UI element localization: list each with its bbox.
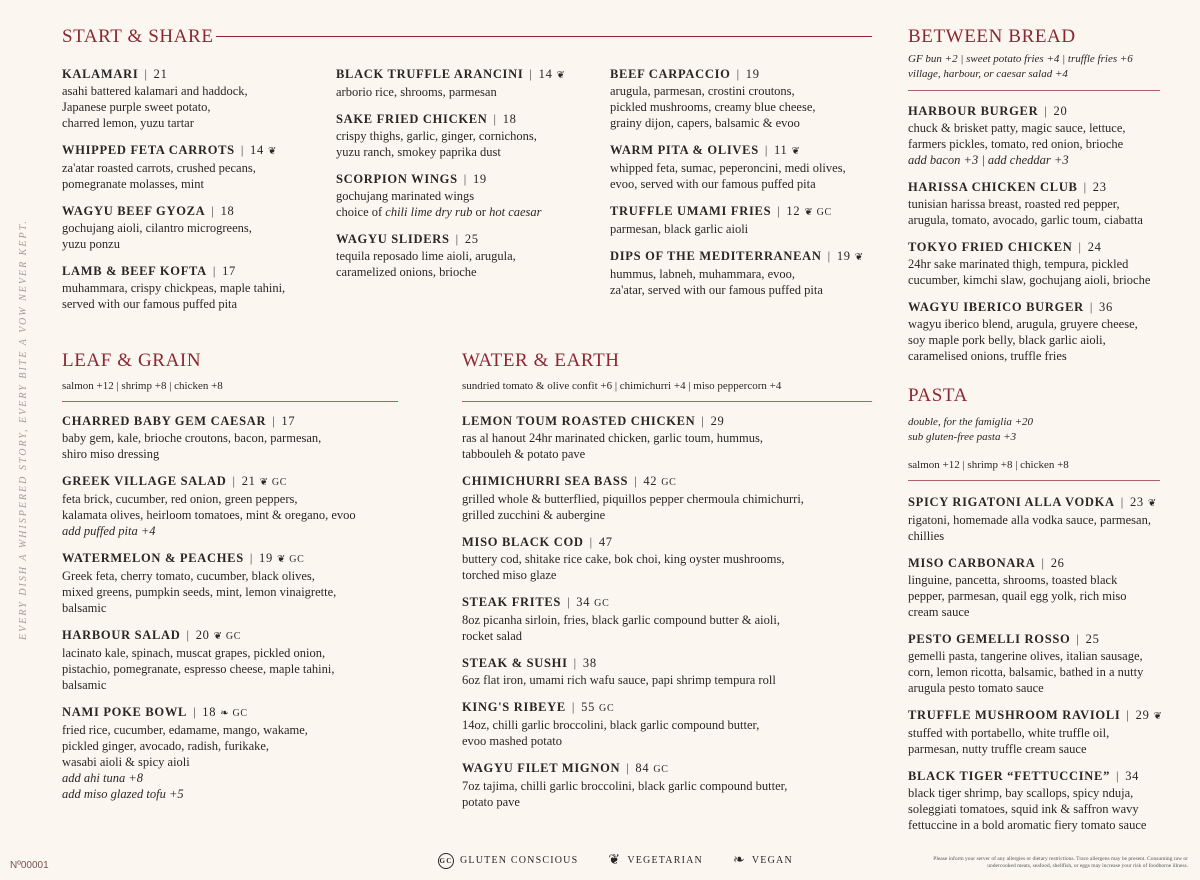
menu-item-description: grilled whole & butterflied, piquillos pepper chermoula chimichurri, [462,492,804,506]
menu-item-price: 12 [786,204,801,218]
between-bread-addons [908,52,1188,82]
menu-item-price: 11 [774,143,788,157]
menu-item-name: KALAMARI [62,67,139,81]
dietary-icons: ❦ [1147,498,1157,509]
menu-item-description: za'atar, served with our famous puffed pita [610,283,823,297]
menu-item-description: hummus, labneh, muhammara, evoo, [610,267,796,281]
price-separator: | [1126,708,1130,722]
menu-item-header [462,534,882,551]
price-separator: | [626,761,630,775]
menu-item-header [908,103,1188,120]
menu-item-description: cream sauce [908,605,970,619]
menu-item-name: WAGYU IBERICO BURGER [908,300,1084,314]
price-separator: | [232,474,236,488]
menu-item-price: 29 [710,414,725,428]
pasta-list [908,494,1193,844]
price-separator: | [1083,180,1087,194]
menu-item-price: 55 [581,700,596,714]
menu-item-description: feta brick, cucumber, red onion, green peppers, [62,492,298,506]
price-separator: | [272,414,276,428]
menu-item [62,627,412,693]
price-separator: | [1041,556,1045,570]
menu-item-description: linguine, pancetta, shrooms, toasted black [908,573,1118,587]
menu-item-name: GREEK VILLAGE SALAD [62,474,227,488]
menu-item-description: caramelized onions, brioche [336,265,477,279]
menu-item-price: 14 [250,143,264,157]
menu-item [62,263,327,312]
menu-item [908,103,1188,168]
price-separator: | [736,67,740,81]
leaf-grain-addons: salmon +12 | shrimp +8 | chicken +8 [62,380,223,392]
menu-item [462,760,882,810]
leaf-grain-list [62,413,412,813]
menu-item-description: tabbouleh & potato pave [462,447,586,461]
dietary-icons: ❦ GC [276,554,305,565]
section-rule [62,401,398,402]
menu-item-description: kalamata olives, heirloom tomatoes, mint & oregano, evoo [62,508,356,522]
menu-item-description: arborio rice, shrooms, parmesan [336,85,497,99]
menu-item-name: STEAK FRITES [462,595,562,609]
menu-item-header [610,66,875,83]
menu-item-name: MISO CARBONARA [908,556,1036,570]
menu-item-name: KING'S RIBEYE [462,700,566,714]
dietary-icons: GC [661,477,677,488]
menu-item-description: wagyu iberico blend, arugula, gruyere cheese, [908,317,1138,331]
price-separator: | [463,172,467,186]
addon-line: GF bun +2 | sweet potato fries +4 | truffle fries +6 [908,53,1133,65]
menu-item-price: 19 [745,67,760,81]
menu-item-name: WAGYU BEEF GYOZA [62,204,206,218]
section-title-leaf-grain: LEAF & GRAIN [62,350,202,371]
price-separator: | [573,656,577,670]
menu-item-description: shiro miso dressing [62,447,160,461]
menu-item-header [336,171,601,188]
menu-item-header [462,473,882,491]
menu-item-name: TRUFFLE UMAMI FRIES [610,204,772,218]
menu-item-description: rocket salad [462,629,523,643]
menu-item-description: 14oz, chilli garlic broccolini, black garlic compound butter, [462,718,760,732]
pasta-option-line: double, for the famiglia +20 [908,416,1034,428]
menu-item-description: balsamic [62,678,107,692]
start-share-col-1 [62,66,327,323]
menu-item-description: cucumber, kimchi slaw, gochujang aioli, brioche [908,273,1151,287]
menu-item-description: yuzu ranch, smokey paprika dust [336,145,501,159]
menu-item-name: LEMON TOUM ROASTED CHICKEN [462,414,696,428]
menu-item-description: caramelised onions, truffle fries [908,349,1067,363]
dietary-icons: ❦ [854,252,864,263]
choice-option: hot caesar [489,205,542,219]
dietary-legend [438,852,793,869]
menu-item-price: 24 [1087,240,1102,254]
price-separator: | [701,414,705,428]
menu-item-description: Greek feta, cherry tomato, cucumber, black olives, [62,569,315,583]
menu-item-description: ras al hanout 24hr marinated chicken, garlic toum, hummus, [462,431,763,445]
price-separator: | [249,551,254,565]
dietary-icons: GC [653,764,669,775]
menu-item-addon: add bacon +3 | add cheddar +3 [908,153,1069,167]
menu-item-header [908,299,1188,316]
menu-item [462,473,882,523]
price-separator: | [764,143,769,157]
menu-item-description: arugula, parmesan, crostini croutons, [610,84,795,98]
menu-item-header [908,494,1193,512]
menu-item-price: 18 [220,204,235,218]
menu-item-name: SCORPION WINGS [336,172,458,186]
menu-item [62,142,327,192]
menu-item-description: lacinato kale, spinach, muscat grapes, pickled onion, [62,646,326,660]
menu-item [908,768,1193,833]
menu-item-name: WATERMELON & PEACHES [62,551,244,565]
menu-item-header [908,555,1193,572]
menu-item-description: 8oz picanha sirloin, fries, black garlic compound butter & aioli, [462,613,780,627]
section-title-water-earth: WATER & EARTH [462,350,620,371]
menu-item-header [62,413,412,430]
menu-item-price: 17 [281,414,296,428]
menu-item-header [62,263,327,280]
menu-item [908,555,1193,620]
menu-item-description: wasabi aioli & spicy aioli [62,755,190,769]
menu-item-name: BLACK TRUFFLE ARANCINI [336,67,524,81]
menu-item-price: 36 [1099,300,1113,314]
dietary-icons: ❦ GC [213,631,242,642]
menu-item-header [62,550,412,568]
menu-item-description: arugula pesto tomato sauce [908,681,1044,695]
menu-item-price: 17 [222,264,236,278]
menu-item-header [62,142,327,160]
menu-item-description: pomegranate molasses, mint [62,177,204,191]
price-separator: | [212,264,217,278]
menu-item-price: 34 [576,595,591,609]
menu-item-header [610,142,875,160]
menu-item-name: LAMB & BEEF KOFTA [62,264,207,278]
menu-item-header [336,111,601,128]
menu-item-description: charred lemon, yuzu tartar [62,116,194,130]
menu-item-description: gochujang aioli, cilantro microgreens, [62,221,252,235]
menu-item-price: 20 [195,628,210,642]
menu-item-header [610,203,875,221]
menu-item [62,413,412,462]
menu-item-header [62,704,412,722]
price-separator: | [634,474,638,488]
menu-item-header [62,627,412,645]
section-title-between-bread: BETWEEN BREAD [908,26,1076,47]
menu-item-description: stuffed with portabello, white truffle oil, [908,726,1110,740]
menu-item-name: BLACK TIGER “FETTUCCINE” [908,769,1111,783]
price-separator: | [529,67,533,81]
menu-item-price: 21 [153,67,168,81]
price-separator: | [777,204,781,218]
menu-item-price: 19 [259,551,273,565]
menu-item-name: STEAK & SUSHI [462,656,568,670]
price-separator: | [827,249,831,263]
menu-item-price: 21 [241,474,256,488]
menu-item-header [62,473,412,491]
menu-item [62,473,412,539]
water-earth-addons: sundried tomato & olive confit +6 | chimichurri +4 | miso peppercorn +4 [462,380,782,392]
menu-item-description: chuck & brisket patty, magic sauce, lettuce, [908,121,1126,135]
menu-item-price: 25 [1085,632,1100,646]
menu-item-description: chillies [908,529,945,543]
menu-item-description: buttery cod, shitake rice cake, bok choi, king oyster mushrooms, [462,552,785,566]
price-separator: | [193,705,197,719]
menu-item-name: CHIMICHURRI SEA BASS [462,474,629,488]
menu-item-description: fettuccine in a bold aromatic fiery tomato sauce [908,818,1147,832]
dietary-icons: ❦ [791,146,801,157]
menu-item-description: parmesan, nutty truffle cream sauce [908,742,1087,756]
menu-item [62,704,412,802]
pasta-option-line: sub gluten-free pasta +3 [908,431,1017,443]
legend-vegan [733,852,793,869]
menu-item [610,142,875,192]
menu-item-price: 20 [1053,104,1068,118]
menu-item-header [908,707,1193,725]
section-rule [908,90,1160,91]
menu-item [908,707,1193,757]
menu-item-name: BEEF CARPACCIO [610,67,731,81]
gluten-conscious-icon: GC [438,853,454,869]
menu-item [336,111,601,160]
legend-label: VEGAN [751,855,793,866]
menu-item-price: 19 [836,249,851,263]
price-separator: | [567,595,571,609]
legend-label: VEGETARIAN [627,855,703,866]
menu-item [610,203,875,237]
choice-option: chili lime dry rub [385,205,473,219]
between-bread-list [908,103,1188,375]
menu-item-price: 25 [464,232,479,246]
dietary-icons: ❦ GC [804,207,832,218]
choice-prefix: choice of [336,205,386,219]
section-title-start-share: START & SHARE [62,26,214,47]
menu-item-description: muhammara, crispy chickpeas, maple tahini, [62,281,286,295]
menu-item-header [62,203,327,220]
price-separator: | [589,535,593,549]
allergy-disclaimer: Please inform your server of any allergies or dietary restrictions. Trace allergens may be present. Consuming raw or undercooked meats, seafood, shellfish, or eggs may increase your risk of foodborne illness. [933,856,1188,869]
water-earth-list [462,413,882,821]
menu-item-header [62,66,327,83]
menu-item-description: black tiger shrimp, bay scallops, spicy nduja, [908,786,1134,800]
menu-item [908,494,1193,544]
menu-item [462,534,882,583]
menu-item-price: 18 [202,705,217,719]
menu-item-name: MISO BLACK COD [462,535,584,549]
start-share-col-3 [610,66,875,309]
menu-item-description: pepper, parmesan, quail egg yolk, rich miso [908,589,1127,603]
menu-item-name: WARM PITA & OLIVES [610,143,759,157]
pasta-options [908,415,1033,445]
dietary-icons: GC [599,703,615,714]
price-separator: | [144,67,148,81]
menu-item [610,66,875,131]
menu-item-description: baby gem, kale, brioche croutons, bacon, parmesan, [62,431,322,445]
menu-item-description: rigatoni, homemade alla vodka sauce, parmesan, [908,513,1151,527]
menu-item-name: CHARRED BABY GEM CAESAR [62,414,267,428]
legend-vegetarian [608,852,703,869]
menu-item-name: TRUFFLE MUSHROOM RAVIOLI [908,708,1121,722]
menu-item-description: whipped feta, sumac, peperoncini, medi olives, [610,161,846,175]
menu-item-description: balsamic [62,601,107,615]
menu-item [62,203,327,252]
dietary-icons: ❧ GC [220,708,248,719]
menu-item-header [462,760,882,778]
menu-item-description: gemelli pasta, tangerine olives, italian sausage, [908,649,1143,663]
menu-item-price: 23 [1129,495,1144,509]
menu-item-header [610,248,875,266]
vertical-tagline: EVERY DISH A WHISPERED STORY, EVERY BITE A VOW NEVER KEPT. [18,219,29,640]
menu-item-name: SPICY RIGATONI ALLA VODKA [908,495,1115,509]
menu-item-header [908,239,1188,256]
menu-item [908,299,1188,364]
menu-item-name: PESTO GEMELLI ROSSO [908,632,1071,646]
menu-item-header [908,179,1188,196]
menu-item-addon: add miso glazed tofu +5 [62,787,184,801]
menu-number: Nº00001 [10,860,49,871]
menu-item-name: HARISSA CHICKEN CLUB [908,180,1078,194]
menu-item [462,594,882,644]
menu-item-header [462,655,882,672]
menu-item-description: 6oz flat iron, umami rich wafu sauce, papi shrimp tempura roll [462,673,776,687]
menu-item-description: soy maple pork belly, black garlic aioli, [908,333,1106,347]
menu-item-description: evoo mashed potato [462,734,562,748]
vegetarian-icon: ❦ [608,853,622,868]
menu-item-header [462,413,882,430]
menu-item [610,248,875,298]
menu-item-header [908,768,1193,785]
pasta-addons: salmon +12 | shrimp +8 | chicken +8 [908,459,1069,471]
menu-item-header [908,631,1193,648]
section-rule [462,401,872,402]
menu-item-price: 42 [643,474,658,488]
menu-item-description: za'atar roasted carrots, crushed pecans, [62,161,256,175]
menu-item-description: pistachio, pomegranate, espresso cheese, maple tahini, [62,662,335,676]
menu-item-description: served with our famous puffed pita [62,297,238,311]
menu-item [462,699,882,749]
menu-item-price: 38 [582,656,597,670]
menu-item-price: 19 [472,172,487,186]
menu-item-description: yuzu ponzu [62,237,120,251]
menu-item-description: grilled zucchini & aubergine [462,508,606,522]
price-separator: | [455,232,459,246]
choice-mid: or [472,205,490,219]
dietary-icons: ❦ GC [259,477,288,488]
section-title-pasta: PASTA [908,385,968,406]
menu-item-description: tunisian harissa breast, roasted red pepper, [908,197,1120,211]
dietary-icons: ❦ [556,70,566,81]
menu-item-description: 24hr sake marinated thigh, tempura, pickled [908,257,1129,271]
price-separator: | [1116,769,1120,783]
menu-item [62,550,412,616]
menu-item-description: corn, lemon ricotta, balsamic, bathed in a nutty [908,665,1144,679]
legend-label: GLUTEN CONSCIOUS [460,855,579,866]
menu-item-name: HARBOUR BURGER [908,104,1039,118]
menu-item-description: 7oz tajima, chilli garlic broccolini, black garlic compound butter, [462,779,788,793]
menu-item-description: grainy dijon, capers, balsamic & evoo [610,116,800,130]
menu-item-price: 18 [502,112,517,126]
menu-item-price: 14 [538,67,553,81]
menu-item-description: potato pave [462,795,520,809]
menu-item-name: HARBOUR SALAD [62,628,181,642]
menu-item-price: 23 [1092,180,1107,194]
menu-item-price: 34 [1125,769,1140,783]
menu-item-price: 29 [1135,708,1150,722]
price-separator: | [1089,300,1094,314]
price-separator: | [1120,495,1124,509]
dietary-icons: ❦ [1153,711,1163,722]
dietary-icons: ❦ [267,146,278,157]
menu-item-name: NAMI POKE BOWL [62,705,188,719]
menu-item-header [336,66,601,84]
menu-item-name: WAGYU SLIDERS [336,232,450,246]
menu-item [908,179,1188,228]
legend-gluten-conscious [438,853,578,869]
menu-item-addon: add ahi tuna +8 [62,771,144,785]
price-separator: | [240,143,245,157]
menu-item-description: parmesan, black garlic aioli [610,222,749,236]
menu-item-addon: add puffed pita +4 [62,524,156,538]
menu-item-price: 84 [635,761,650,775]
addon-line: village, harbour, or caesar salad +4 [908,68,1068,80]
menu-item [462,413,882,462]
menu-item-description: soleggiati tomatoes, squid ink & saffron wavy [908,802,1139,816]
menu-item-header [462,699,882,717]
menu-item-header [462,594,882,612]
price-separator: | [211,204,215,218]
price-separator: | [186,628,190,642]
menu-item-description: torched miso glaze [462,568,557,582]
price-separator: | [1044,104,1048,118]
menu-item-name: WAGYU FILET MIGNON [462,761,621,775]
menu-item [62,66,327,131]
menu-item-choice [336,204,601,220]
menu-item-description: fried rice, cucumber, edamame, mango, wakame, [62,723,308,737]
menu-item [336,171,601,220]
menu-item-price: 26 [1050,556,1065,570]
menu-item-description: tequila reposado lime aioli, arugula, [336,249,516,263]
menu-item-description: mixed greens, pumpkin seeds, mint, lemon vinaigrette, [62,585,337,599]
menu-item-description: gochujang marinated wings [336,189,475,203]
section-rule [908,480,1160,481]
price-separator: | [571,700,576,714]
menu-item-name: TOKYO FRIED CHICKEN [908,240,1073,254]
menu-item-name: SAKE FRIED CHICKEN [336,112,488,126]
section-rule [216,36,872,37]
menu-item-description: farmers pickles, tomato, red onion, brioche [908,137,1124,151]
menu-item-header [336,231,601,248]
menu-item [908,631,1193,696]
menu-item-description: pickled ginger, avocado, radish, furikake, [62,739,270,753]
menu-item [462,655,882,688]
menu-item-description: asahi battered kalamari and haddock, [62,84,248,98]
menu-item-price: 47 [598,535,613,549]
menu-item-name: WHIPPED FETA CARROTS [62,143,235,157]
menu-item-name: DIPS OF THE MEDITERRANEAN [610,249,822,263]
start-share-col-2 [336,66,601,291]
menu-item [336,231,601,280]
dietary-icons: GC [594,598,610,609]
price-separator: | [493,112,497,126]
menu-item-description: pickled mushrooms, creamy blue cheese, [610,100,816,114]
menu-item [336,66,601,100]
menu-item-description: crispy thighs, garlic, ginger, cornichons, [336,129,537,143]
price-separator: | [1076,632,1080,646]
menu-item-description: evoo, served with our famous puffed pita [610,177,816,191]
menu-item-description: arugula, tomato, avocado, garlic toum, ciabatta [908,213,1143,227]
price-separator: | [1078,240,1082,254]
vegan-icon: ❧ [732,853,746,868]
menu-item-description: Japanese purple sweet potato, [62,100,211,114]
menu-item [908,239,1188,288]
